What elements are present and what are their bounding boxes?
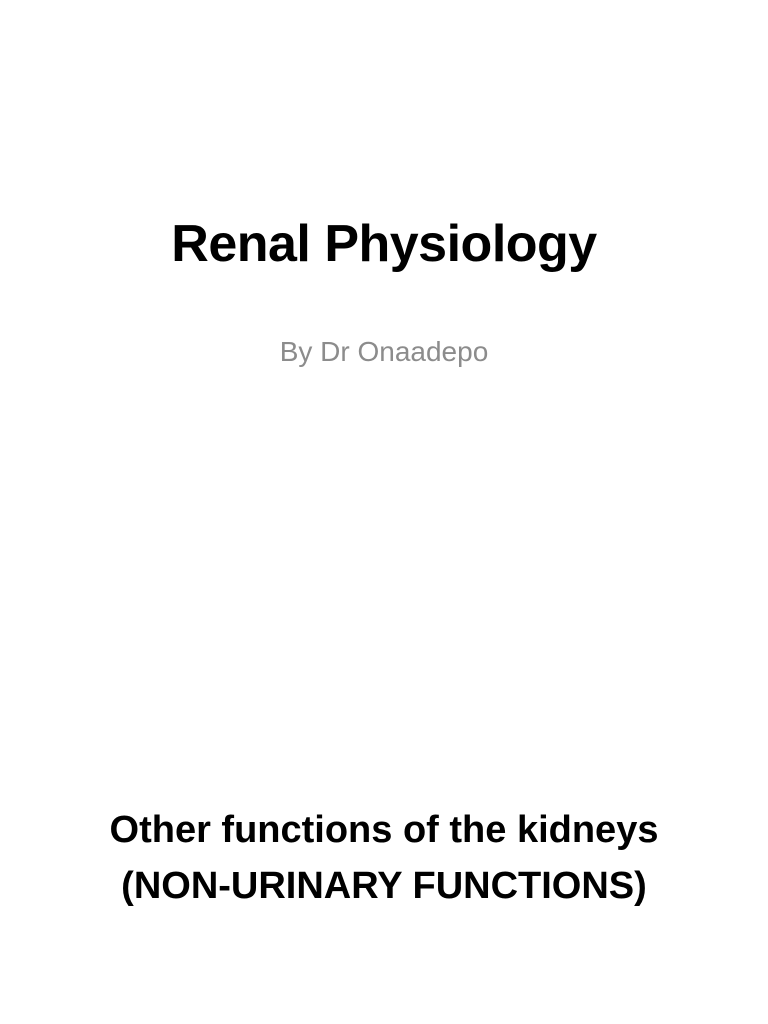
slide-heading-line-2: (NON-URINARY FUNCTIONS) <box>121 865 647 907</box>
slide-subtitle: By Dr Onaadepo <box>279 336 489 367</box>
content-slide <box>0 512 768 1024</box>
slide-title: Renal Physiology <box>171 215 597 273</box>
slide-heading-line-1: Other functions of the kidneys <box>109 809 659 851</box>
slide-heading <box>0 802 768 914</box>
